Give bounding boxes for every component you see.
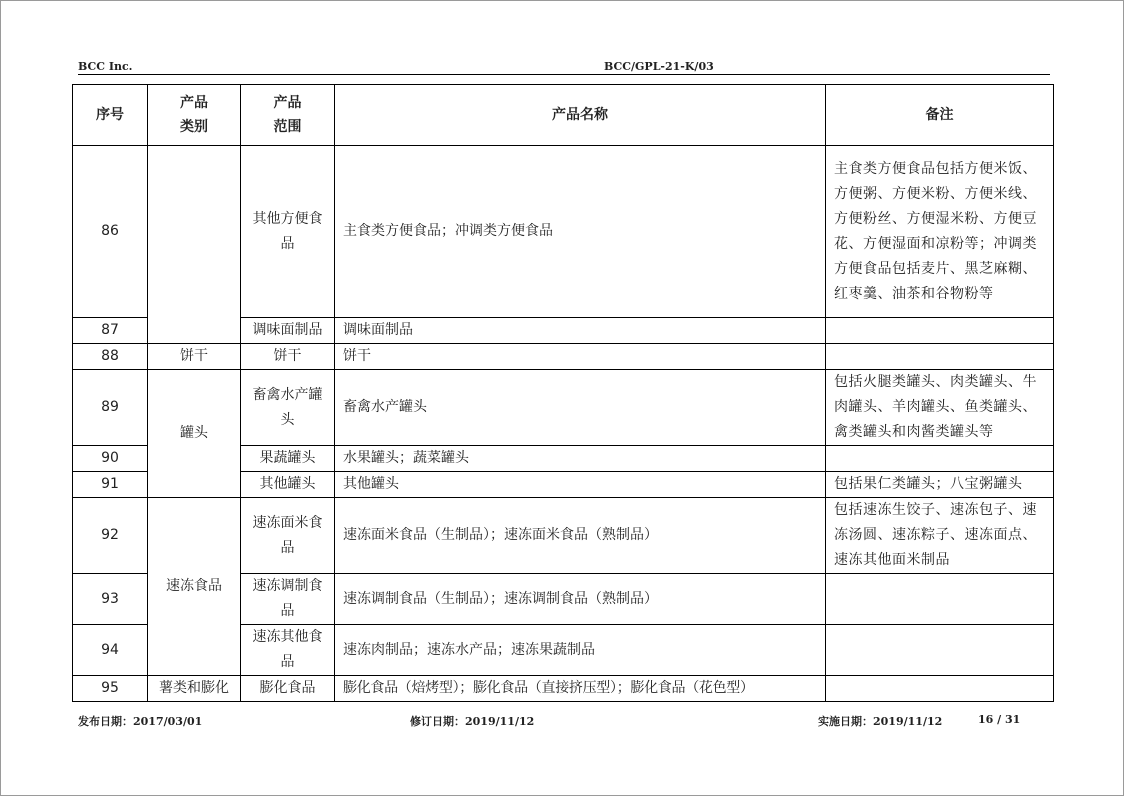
row-note [826,676,1054,702]
row-range: 其他罐头 [241,472,335,498]
row-name: 调味面制品 [335,318,826,344]
product-table [72,84,1054,702]
row-note [826,625,1054,676]
header-note: 备注 [826,85,1054,146]
issue-date: 发布日期：2017/03/01 [78,715,203,728]
row-range: 速冻调制食品 [241,574,335,625]
row-range: 其他方便食品 [241,146,335,318]
row-category: 罐头 [148,370,241,498]
row-note: 包括速冻生饺子、速冻包子、速冻汤圆、速冻粽子、速冻面点、速冻其他面米制品 [826,498,1054,574]
row-range: 调味面制品 [241,318,335,344]
row-name: 畜禽水产罐头 [335,370,826,446]
row-category [148,146,241,344]
table-header-row [73,85,1054,146]
header-range [241,85,335,146]
row-range: 膨化食品 [241,676,335,702]
row-name: 速冻调制食品（生制品）；速冻调制食品（熟制品） [335,574,826,625]
row-note: 主食类方便食品包括方便米饭、方便粥、方便米粉、方便米线、方便粉丝、方便湿米粉、方便豆花、方便湿面和凉粉等；冲调类方便食品包括麦片、黑芝麻糊、红枣羹、油茶和谷物粉等 [826,146,1054,318]
row-range: 饼干 [241,344,335,370]
page-footer [78,713,1050,729]
row-name: 饼干 [335,344,826,370]
revision-date: 修订日期：2019/11/12 [410,715,535,728]
row-no: 90 [73,446,148,472]
document-code: BCC/GPL-21-K/03 [604,60,714,73]
row-note [826,446,1054,472]
row-range: 果蔬罐头 [241,446,335,472]
row-name: 速冻面米食品（生制品）；速冻面米食品（熟制品） [335,498,826,574]
page-header [78,60,1050,75]
company-name: BCC Inc. [78,60,133,73]
row-no: 89 [73,370,148,446]
row-category: 薯类和膨化 [148,676,241,702]
row-no: 93 [73,574,148,625]
row-no: 91 [73,472,148,498]
page-number: 16 / 31 [978,713,1021,726]
row-range: 速冻面米食品 [241,498,335,574]
table-row [73,146,1054,318]
row-no: 94 [73,625,148,676]
row-range: 速冻其他食品 [241,625,335,676]
row-category: 饼干 [148,344,241,370]
row-name: 膨化食品（焙烤型）；膨化食品（直接挤压型）；膨化食品（花色型） [335,676,826,702]
header-name: 产品名称 [335,85,826,146]
row-name: 主食类方便食品；冲调类方便食品 [335,146,826,318]
row-no: 92 [73,498,148,574]
row-range: 畜禽水产罐头 [241,370,335,446]
header-range-label: 产品 范围 [273,95,302,135]
row-name: 速冻肉制品；速冻水产品；速冻果蔬制品 [335,625,826,676]
table-row [73,676,1054,702]
table-row [73,498,1054,574]
row-no: 86 [73,146,148,318]
row-note [826,344,1054,370]
row-no: 88 [73,344,148,370]
row-no: 95 [73,676,148,702]
row-note: 包括火腿类罐头、肉类罐头、牛肉罐头、羊肉罐头、鱼类罐头、禽类罐头和肉酱类罐头等 [826,370,1054,446]
row-category: 速冻食品 [148,498,241,676]
row-no: 87 [73,318,148,344]
effective-date: 实施日期：2019/11/12 [818,715,943,728]
table-row [73,344,1054,370]
row-name: 水果罐头；蔬菜罐头 [335,446,826,472]
row-name: 其他罐头 [335,472,826,498]
header-no: 序号 [73,85,148,146]
row-note: 包括果仁类罐头；八宝粥罐头 [826,472,1054,498]
row-note [826,318,1054,344]
row-note [826,574,1054,625]
header-category-label: 产品 类别 [180,95,208,135]
table-row [73,370,1054,446]
header-category [148,85,241,146]
